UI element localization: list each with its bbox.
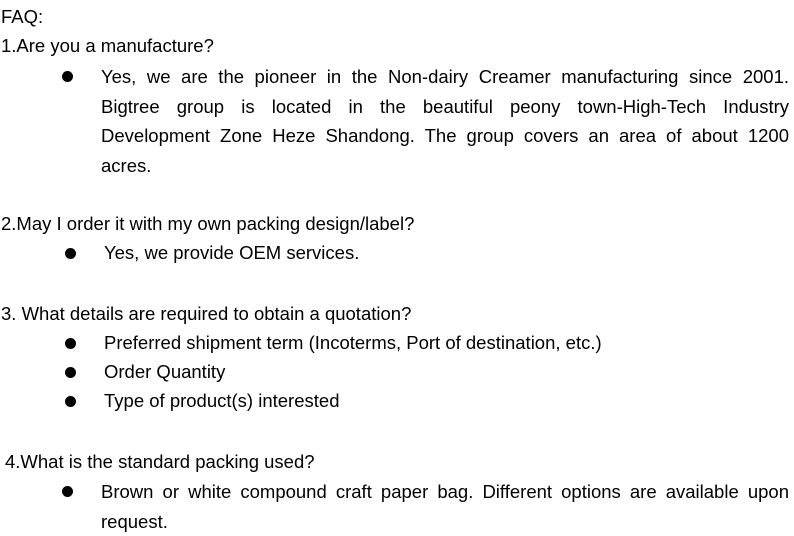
bullet-icon (65, 338, 76, 349)
faq-question-2: 2.May I order it with my own packing design/label? (1, 213, 415, 234)
bullet-icon (65, 396, 76, 407)
faq-answer-2-1: Yes, we provide OEM services. (104, 242, 360, 263)
faq-question-1: 1.Are you a manufacture? (1, 35, 214, 56)
faq-answer-3-2: Order Quantity (104, 361, 226, 382)
bullet-icon (65, 248, 76, 259)
faq-heading: FAQ: (1, 6, 44, 27)
faq-answer-3-3: Type of product(s) interested (104, 390, 340, 411)
faq-answer-1-1: Yes, we are the pioneer in the Non-dairy Creamer manufacturing since 2001. Bigtree group is located in the beautiful peony town-High-Tech Industry Development Zone Heze Shandong. The group covers an area of about 1200 acres. (101, 66, 789, 176)
faq-answer-4-1: Brown or white compound craft paper bag. Different options are available upon request. (101, 481, 789, 532)
faq-question-3: 3. What details are required to obtain a quotation? (1, 303, 412, 324)
faq-answer-3-1: Preferred shipment term (Incoterms, Port of destination, etc.) (104, 332, 602, 353)
bullet-icon (62, 71, 73, 82)
bullet-icon (62, 486, 73, 497)
bullet-icon (65, 367, 76, 378)
faq-question-4: 4.What is the standard packing used? (5, 451, 315, 472)
